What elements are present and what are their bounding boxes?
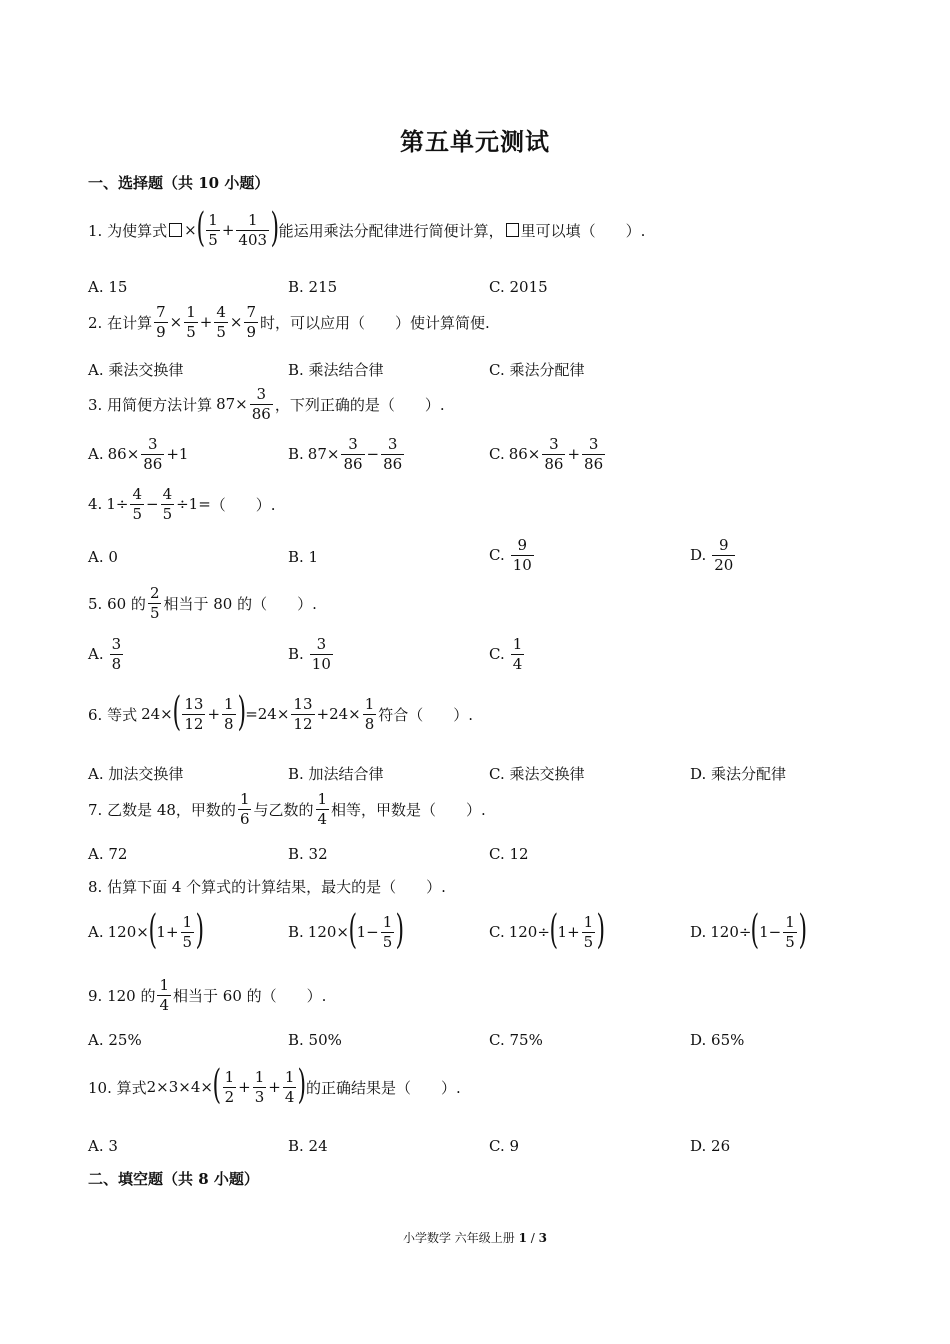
option-a[interactable]: A. 72 (88, 845, 128, 863)
option-a[interactable]: A. 3 (88, 1137, 118, 1155)
option-c[interactable]: C. 75% (489, 1031, 543, 1049)
option-c[interactable]: C. 12 (489, 845, 529, 863)
option-d[interactable]: D. $\frac{9}{20}$ (690, 536, 734, 574)
option-a[interactable]: A. 0 (88, 548, 118, 566)
option-c[interactable]: C. 2015 (489, 278, 548, 296)
question-3: 3. 用简便方法计算 87× $\frac{3}{86}$ ，下列正确的是（ ）. (88, 385, 445, 423)
option-a[interactable]: A. 乘法交换律 (88, 361, 184, 379)
option-d[interactable]: D. 26 (690, 1137, 731, 1155)
option-d[interactable]: D. 65% (690, 1031, 745, 1049)
option-b[interactable]: B. 乘法结合律 (288, 361, 384, 379)
question-1-text: 能运用乘法分配律进行简便计算， (278, 221, 504, 240)
question-7: 7. 乙数是 48，甲数的 $\frac{1}{6}$ 与乙数的 $\frac{1}{4}$ 相等，甲数是（ ）. (88, 790, 486, 828)
page-number: 1 (518, 1231, 527, 1245)
option-c[interactable]: C. $\frac{1}{4}$ (489, 635, 523, 673)
option-a[interactable]: A. $\frac{3}{8}$ (88, 635, 122, 673)
question-8: 8. 估算下面 4 个算式的计算结果，最大的是（ ）. (88, 878, 446, 896)
page-footer: 小学数学 六年级上册 1 / 3 (402, 1231, 548, 1245)
option-d[interactable]: D. 120÷ ( 1− $\frac{1}{5}$ ) (690, 907, 807, 953)
option-a[interactable]: A. 15 (88, 278, 128, 296)
option-a[interactable]: A. 25% (88, 1031, 142, 1049)
option-b[interactable]: B. 87× $\frac{3}{86}$ − $\frac{3}{86}$ (288, 435, 403, 473)
option-b[interactable]: B. 50% (288, 1031, 342, 1049)
question-6: 6. 等式 24× ( $\frac{13}{12}$ + $\frac{1}{8}$ ) =24× $\frac{13}{12}$ +24× $\frac{1}{8}$ 符合（ ）. (88, 689, 474, 735)
option-a[interactable]: A. 120× ( 1+ $\frac{1}{5}$ ) (88, 907, 205, 953)
question-4: 4. 1÷ $\frac{4}{5}$ − $\frac{4}{5}$ ÷1= （ ）. (88, 485, 276, 523)
footer-subject: 小学数学 六年级上册 (402, 1231, 515, 1245)
fraction: $\frac{1}{403}$ (238, 211, 268, 249)
option-b[interactable]: B. 24 (288, 1137, 328, 1155)
option-b[interactable]: B. $\frac{3}{10}$ (288, 635, 331, 673)
option-c[interactable]: C. $\frac{9}{10}$ (489, 536, 532, 574)
option-c[interactable]: C. 9 (489, 1137, 520, 1155)
option-b[interactable]: B. 32 (288, 845, 328, 863)
option-b[interactable]: B. 215 (288, 278, 338, 296)
section-heading-choice: 一、选择题（共 10 小题） (88, 174, 270, 192)
question-1-prefix: 1. 为使算式 (88, 221, 168, 240)
question-1: 1. 为使算式 × ( $\frac{1}{5}$ + $\frac{1}{403}$ ) 能运用乘法分配律进行简便计算， 里可以填（ ）. (88, 205, 646, 251)
page-title: 第五单元测试 (400, 127, 550, 156)
page-total: 3 (538, 1231, 548, 1245)
option-a[interactable]: A. 86× $\frac{3}{86}$ +1 (88, 435, 189, 473)
option-d[interactable]: D. 乘法分配律 (690, 765, 787, 783)
blank-box-icon (506, 223, 519, 237)
option-b[interactable]: B. 1 (288, 548, 319, 566)
question-10: 10. 算式 2×3×4× ( $\frac{1}{2}$ + $\frac{1}{3}$ + $\frac{1}{4}$ ) 的正确结果是（ ）. (88, 1062, 461, 1108)
blank-box-icon (169, 223, 182, 237)
question-9: 9. 120 的 $\frac{1}{4}$ 相当于 60 的（ ）. (88, 976, 327, 1014)
question-5: 5. 60 的 $\frac{2}{5}$ 相当于 80 的（ ）. (88, 584, 317, 622)
option-c[interactable]: C. 乘法交换律 (489, 765, 585, 783)
question-2: 2. 在计算 $\frac{7}{9}$ × $\frac{1}{5}$ + $\frac{4}{5}$ × $\frac{7}{9}$ 时，可以应用（ ）使计算简便. (88, 303, 490, 341)
option-c[interactable]: C. 乘法分配律 (489, 361, 585, 379)
option-c[interactable]: C. 120÷ ( 1+ $\frac{1}{5}$ ) (489, 907, 606, 953)
option-b[interactable]: B. 加法结合律 (288, 765, 384, 783)
option-a[interactable]: A. 加法交换律 (88, 765, 184, 783)
fraction: $\frac{1}{5}$ (208, 211, 218, 249)
option-b[interactable]: B. 120× ( 1− $\frac{1}{5}$ ) (288, 907, 405, 953)
option-c[interactable]: C. 86× $\frac{3}{86}$ + $\frac{3}{86}$ (489, 435, 604, 473)
section-heading-fill: 二、填空题（共 8 小题） (88, 1170, 259, 1188)
